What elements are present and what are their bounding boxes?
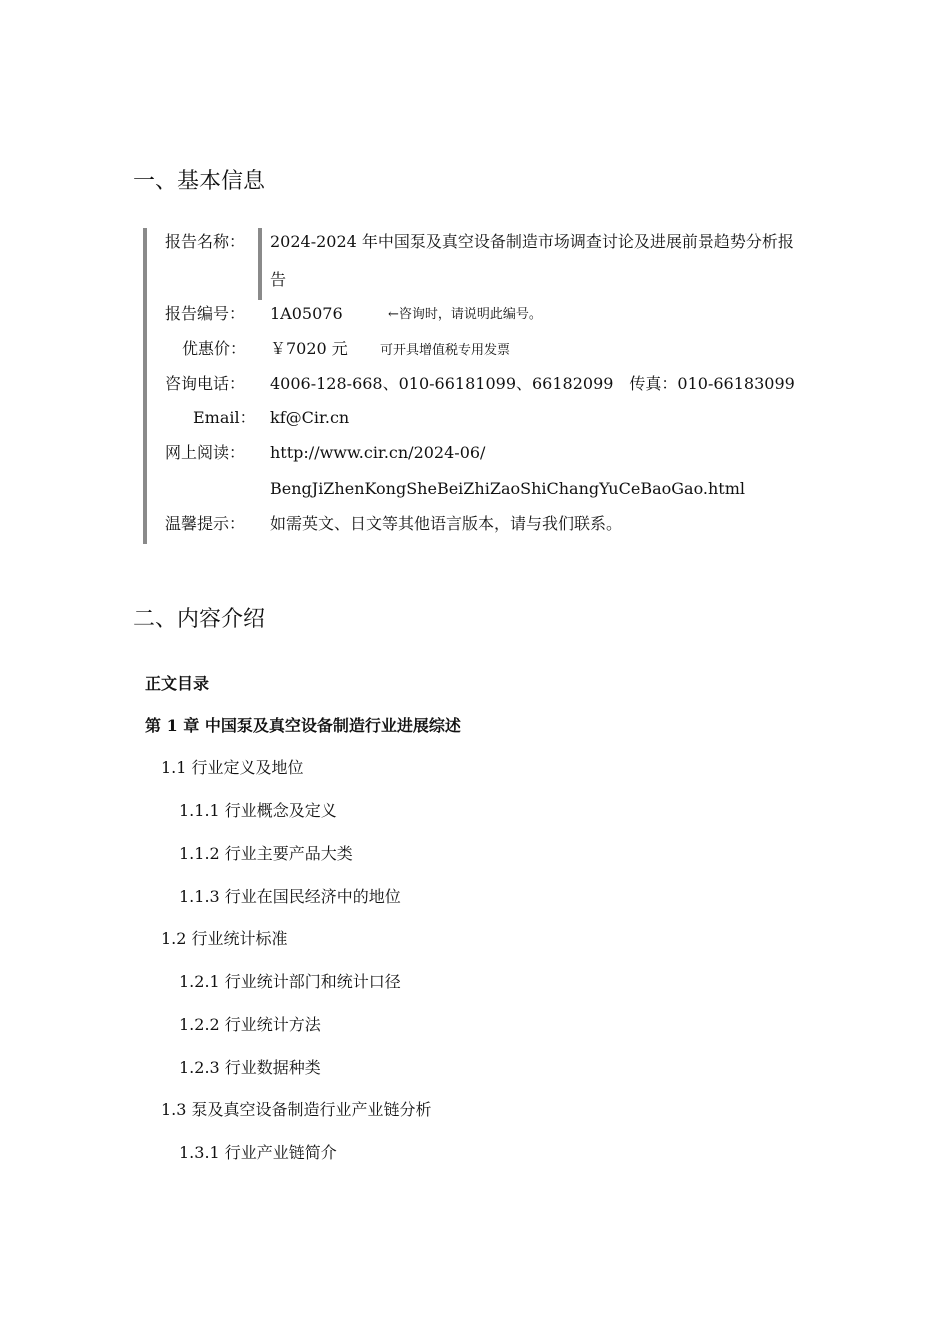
info-left-bar [143,228,147,544]
toc-item[interactable]: 1.3.1 行业产业链简介 [179,1143,337,1162]
online-link-line2[interactable]: BengJiZhenKongSheBeiZhiZaoShiChangYuCeBaoGao.html [270,479,746,498]
report-number-label: 报告编号： [165,304,246,323]
online-link-line1[interactable]: http://www.cir.cn/2024-06/ [270,443,486,462]
toc-item[interactable]: 1.1.2 行业主要产品大类 [179,844,353,863]
toc-item[interactable]: 1.1 行业定义及地位 [161,758,304,777]
report-number-value: 1A05076 [270,304,343,323]
toc-item[interactable]: 1.1.3 行业在国民经济中的地位 [179,887,401,906]
report-name-bar [258,228,262,300]
price-label: 优惠价： [182,339,247,358]
section-heading-basic-info: 一、基本信息 [133,169,266,194]
toc-heading: 正文目录 [145,674,210,693]
report-name-line1: 2024-2024 年中国泵及真空设备制造市场调查讨论及进展前景趋势分析报 [270,232,794,251]
toc-item[interactable]: 1.2.2 行业统计方法 [179,1015,321,1034]
report-number-note: ←咨询时，请说明此编号。 [388,307,542,322]
phone-label: 咨询电话： [165,374,246,393]
toc-chapter-1: 第 1 章 中国泵及真空设备制造行业进展综述 [145,716,461,735]
email-label: Email： [193,408,256,427]
price-value: ￥7020 元 [270,339,348,358]
toc-item[interactable]: 1.2.1 行业统计部门和统计口径 [179,972,401,991]
phone-value: 4006-128-668、010-66181099、66182099 传真：010-66183099 [270,374,795,393]
toc-item[interactable]: 1.3 泵及真空设备制造行业产业链分析 [161,1100,432,1119]
tip-value: 如需英文、日文等其他语言版本，请与我们联系。 [270,514,623,533]
email-link[interactable]: kf@Cir.cn [270,408,350,427]
tip-label: 温馨提示： [165,514,246,533]
toc-item[interactable]: 1.2 行业统计标准 [161,929,288,948]
toc-item[interactable]: 1.2.3 行业数据种类 [179,1058,321,1077]
report-name-label: 报告名称： [165,232,246,251]
section-heading-content-intro: 二、内容介绍 [133,607,266,632]
online-label: 网上阅读： [165,443,246,462]
price-note: 可开具增值税专用发票 [380,343,511,358]
toc-item[interactable]: 1.1.1 行业概念及定义 [179,801,337,820]
report-name-line2: 告 [270,270,287,289]
